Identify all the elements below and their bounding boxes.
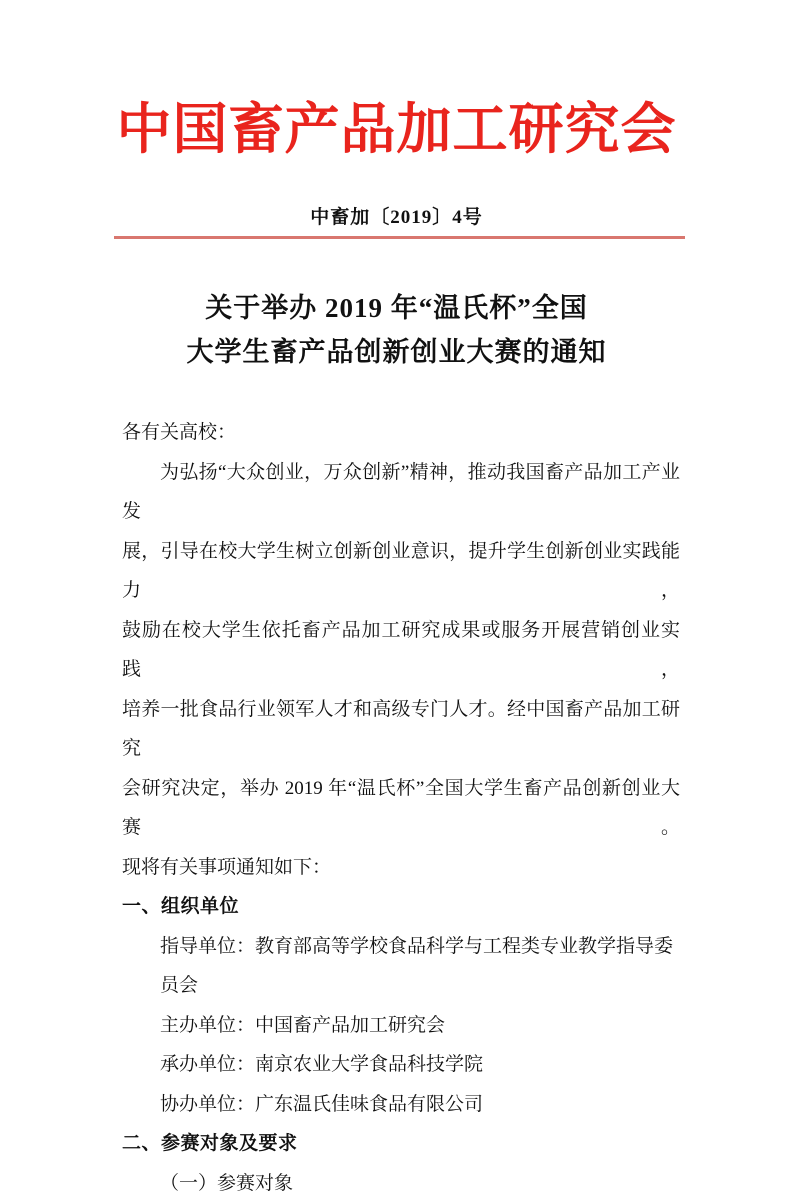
intro-line: 鼓励在校大学生依托畜产品加工研究成果或服务开展营销创业实践， (122, 611, 680, 690)
salutation: 各有关高校： (122, 413, 680, 453)
intro-line: 为弘扬“大众创业，万众创新”精神，推动我国畜产品加工产业发 (122, 453, 680, 532)
section-2-heading: 二、参赛对象及要求 (122, 1124, 680, 1164)
subsection-heading: （一）参赛对象 (122, 1164, 680, 1203)
red-divider-line (114, 236, 685, 239)
org-unit-line-guiding: 指导单位：教育部高等学校食品科学与工程类专业教学指导委 (122, 927, 680, 967)
org-unit-line-host: 主办单位：中国畜产品加工研究会 (122, 1006, 680, 1046)
notice-title (0, 286, 793, 374)
intro-line: 展，引导在校大学生树立创新创业意识，提升学生创新创业实践能力， (122, 532, 680, 611)
notice-title-line-2: 大学生畜产品创新创业大赛的通知 (0, 330, 793, 374)
section-1-heading: 一、组织单位 (122, 887, 680, 927)
org-unit-line-coorganizer: 协办单位：广东温氏佳味食品有限公司 (122, 1085, 680, 1125)
intro-line: 会研究决定，举办 2019 年“温氏杯”全国大学生畜产品创新创业大赛。 (122, 769, 680, 848)
org-unit-line-organizer: 承办单位：南京农业大学食品科技学院 (122, 1045, 680, 1085)
document-body (122, 413, 680, 1203)
org-masthead-title: 中国畜产品加工研究会 (0, 94, 793, 166)
intro-line: 培养一批食品行业领军人才和高级专门人才。经中国畜产品加工研究 (122, 690, 680, 769)
doc-number: 中畜加〔2019〕4号 (0, 204, 793, 232)
org-unit-line-guiding-continued: 员会 (122, 966, 680, 1006)
intro-line: 现将有关事项通知如下： (122, 848, 680, 888)
notice-title-line-1: 关于举办 2019 年“温氏杯”全国 (0, 286, 793, 330)
